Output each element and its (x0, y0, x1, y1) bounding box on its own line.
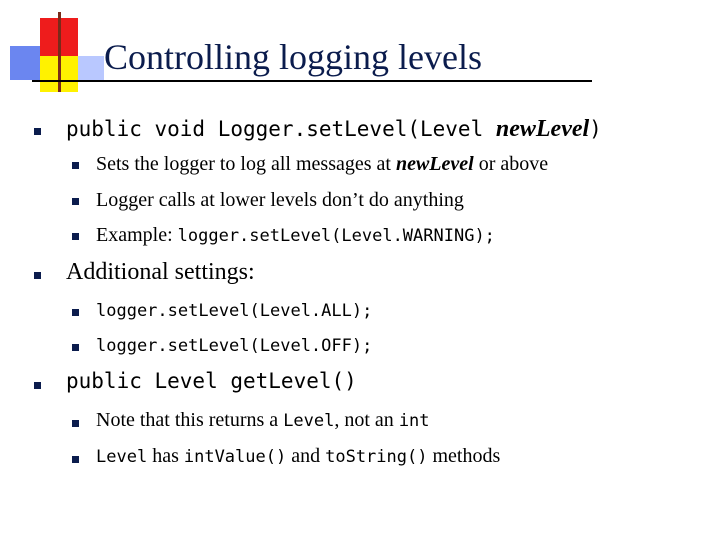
text: , not an (334, 409, 399, 431)
sub-bullet-marker (72, 162, 79, 169)
bullet-1-sub-3 (96, 224, 495, 247)
bullet-marker (34, 272, 41, 279)
code: toString() (325, 447, 428, 467)
sub-bullet-marker (72, 198, 79, 205)
method-signature: public void Logger.setLevel(Level (66, 117, 496, 141)
sub-bullet-marker (72, 309, 79, 316)
code: intValue() (183, 447, 287, 467)
text: has (147, 445, 184, 467)
logo-blue-square (10, 46, 40, 80)
bullet-3 (66, 368, 357, 395)
bullet-1 (66, 116, 602, 143)
code: Level (283, 411, 335, 431)
slide-title: Controlling logging levels (104, 37, 482, 77)
sub-bullet-marker (72, 456, 79, 463)
bullet-3-sub-2 (96, 445, 500, 468)
signature-close: ) (589, 117, 602, 141)
emphasis: newLevel (395, 153, 474, 175)
bullet-2-sub-1 (96, 299, 372, 322)
param-name: newLevel (495, 116, 590, 142)
text: or above (473, 153, 549, 175)
bullet-1-sub-2: Logger calls at lower levels don’t do anything (96, 189, 464, 211)
sub-bullet-marker (72, 344, 79, 351)
sub-bullet-marker (72, 420, 79, 427)
sub-bullet-marker (72, 233, 79, 240)
code-example: logger.setLevel(Level.WARNING); (177, 226, 495, 246)
text: Sets the logger to log all messages at (96, 153, 396, 175)
text: and (286, 445, 326, 467)
bullet-2-sub-2 (96, 334, 372, 357)
bullet-2: Additional settings: (66, 259, 255, 285)
code: Level (96, 447, 148, 467)
bullet-3-sub-1 (96, 409, 430, 432)
bullet-1-sub-1 (96, 153, 548, 176)
title-underline (32, 80, 592, 82)
text: methods (427, 445, 501, 467)
code: logger.setLevel(Level.OFF); (96, 336, 373, 356)
logo-lightblue-square (78, 56, 104, 80)
corner-logo (0, 0, 110, 100)
code: logger.setLevel(Level.ALL); (96, 301, 373, 321)
bullet-marker (34, 382, 41, 389)
text: Note that this returns a (96, 409, 284, 431)
code: int (398, 411, 430, 431)
bullet-marker (34, 128, 41, 135)
method-signature: public Level getLevel() (66, 369, 357, 393)
text: Example: (96, 224, 178, 246)
